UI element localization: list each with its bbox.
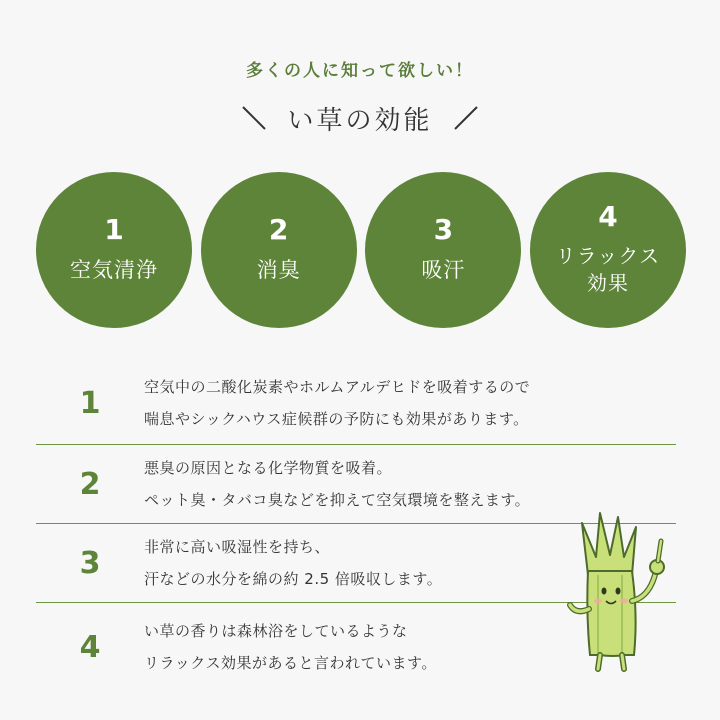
- detail-row-1: [36, 362, 676, 445]
- detail-text: [144, 371, 530, 435]
- page-title: い草の効能: [287, 105, 433, 136]
- circle-number: 4: [598, 200, 618, 233]
- detail-line: ペット臭・タバコ臭などを抑えて空気環境を整えます。: [144, 491, 531, 509]
- detail-number: 2: [79, 466, 101, 502]
- detail-number: 4: [79, 629, 101, 665]
- circle-label: 消臭: [256, 257, 301, 282]
- detail-line: 非常に高い吸湿性を持ち、: [144, 538, 331, 556]
- detail-line: リラックス効果があると言われています。: [144, 654, 437, 672]
- benefit-circle-1: [36, 172, 192, 328]
- benefit-circle-2: [201, 172, 357, 328]
- circle-label: 吸汗: [421, 257, 466, 282]
- detail-line: 空気中の二酸化炭素やホルムアルデヒドを吸着するので: [144, 378, 531, 396]
- detail-line: い草の香りは森林浴をしているような: [144, 622, 408, 640]
- detail-number: 3: [79, 545, 101, 581]
- detail-text: [144, 531, 442, 595]
- circle-label: 空気清浄: [70, 257, 158, 282]
- benefit-circle-4: [530, 172, 686, 328]
- benefit-circle-3: [365, 172, 521, 328]
- circle-number: 3: [433, 212, 454, 246]
- detail-number: 1: [79, 385, 101, 421]
- circle-label-line-1: リラックス: [555, 244, 661, 268]
- backslash-decoration-icon: [239, 103, 269, 133]
- detail-line: 悪臭の原因となる化学物質を吸着。: [144, 459, 393, 477]
- title-row: [0, 98, 720, 138]
- circle-number: 2: [268, 212, 289, 246]
- igusa-mascot-pointing-icon: [560, 505, 680, 675]
- detail-text: [144, 452, 530, 516]
- circle-label-line-2: 効果: [586, 271, 629, 295]
- circle-number: 1: [104, 212, 124, 246]
- tagline: 多くの人に知って欲しい！: [246, 61, 474, 81]
- benefit-circles: [36, 172, 686, 328]
- detail-line: 喘息やシックハウス症候群の予防にも効果があります。: [144, 410, 529, 428]
- slash-decoration-icon: [451, 103, 481, 133]
- detail-text: [144, 615, 437, 679]
- detail-line: 汗などの水分を綿の約 2.5 倍吸収します。: [144, 570, 443, 588]
